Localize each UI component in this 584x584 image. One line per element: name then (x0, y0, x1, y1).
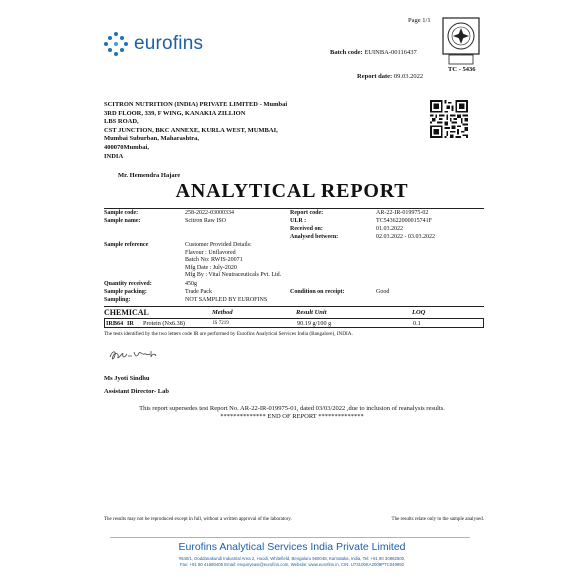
sample-reference-value (185, 242, 281, 280)
signer-designation: Assistant Director- Lab (104, 388, 169, 395)
analysed-value: 02.03.2022 - 03.03.2022 (376, 234, 435, 240)
quantity-label: Quantity received: (104, 281, 152, 287)
page-number: Page 1/1 (408, 17, 431, 24)
disclaimer-left: The results may not be reproduced except in full, without a written approval of the laboratory. (104, 517, 292, 522)
packing-value: Trade Pack (185, 289, 212, 295)
qr-code-icon (430, 100, 468, 138)
received-on-label: Received on: (290, 226, 323, 232)
footer-divider (110, 537, 470, 538)
address-line: INDIA (104, 152, 124, 160)
loq-header: LOQ (412, 309, 426, 316)
sampling-value: NOT SAMPLED BY EUROFINS (185, 297, 268, 303)
signer-block (104, 372, 169, 398)
accreditation-seal-icon (442, 17, 480, 67)
signature-image (108, 347, 160, 363)
method-header: Method (212, 309, 233, 316)
sampling-label: Sampling: (104, 297, 131, 303)
address-line: LBS ROAD, (104, 118, 139, 126)
footer-address (0, 556, 584, 568)
report-date (357, 73, 423, 80)
disclaimer-right: The results relate only to the sample analysed. (391, 517, 484, 522)
address-line: CST JUNCTION, BKC ANNEXE, KURLA WEST, MUMBAI, (104, 126, 278, 134)
report-date-label: Report date: (357, 73, 393, 80)
footer-address-line: Fax: +91 80 41680405 Email: enquiryeasi@eurofins.com, Website: www.eurofins.in, CIN: U73100KA2009PTC049992 (179, 562, 405, 567)
report-title: ANALYTICAL REPORT (175, 180, 409, 202)
reference-line: Flavour : Unflavored (185, 249, 236, 256)
reference-line: Mfg By : Vital Neutraceuticals Pvt. Ltd. (185, 272, 282, 279)
result-code: IRB64 (106, 320, 124, 327)
signer-name: Ms Jyoti Sindhu (104, 375, 150, 382)
batch-code (330, 49, 417, 56)
details-top-rule (104, 208, 484, 209)
sample-name-value: Scitron Raw ISO (185, 218, 226, 224)
reference-line: Customer Provided Details: (185, 242, 252, 248)
end-of-report: ************** END OF REPORT ************** (220, 413, 364, 420)
chemical-header: CHEMICAL (104, 308, 149, 317)
reference-line: Mfg Date : July-2020 (185, 264, 237, 271)
logo-text: eurofins (134, 33, 204, 54)
disclaimer (104, 517, 484, 522)
report-code-value: AR-22-IR-019975-02 (376, 210, 429, 216)
sample-code-value: 258-2022-03000334 (185, 210, 234, 216)
eurofins-logo (104, 32, 203, 56)
address-line: 400070Mumbai, (104, 143, 149, 151)
supersede-line: This report supersedes test Report No. AR-22-IR-019975-01, dated 03/03/2022 ,due to inclusion of reanalysis results. (139, 405, 445, 412)
result-loq: 0.1 (413, 320, 421, 327)
eurofins-dots-icon (104, 32, 128, 56)
reference-line: Batch No: RWIS-20071 (185, 257, 243, 264)
condition-value: Good (376, 289, 390, 295)
report-date-value: 09.03.2022 (393, 73, 424, 80)
footer-address-line: #540/1, Doddanakundi Industrial Area 2, Hoodi, Whitefield, Bengaluru 560048, Karnataka, India, Tel: +91 80 30982500, (178, 556, 406, 561)
client-address (104, 101, 287, 161)
tc-number: TC - 5436 (448, 66, 476, 73)
result-value: 90.19 g/100 g (297, 320, 332, 327)
address-line: 3RD FLOOR, 339, F WING, KANAKIA ZILLION (104, 109, 246, 117)
quantity-value: 450g (185, 281, 197, 287)
ulr-label: ULR : (290, 218, 307, 224)
batch-code-value: EUINBA-00116437 (364, 49, 417, 56)
sample-code-label: Sample code: (104, 210, 139, 216)
sample-reference-label: Sample reference (104, 242, 149, 248)
address-line: SCITRON NUTRITION (INDIA) PRIVATE LIMITED - Mumbai (104, 101, 288, 108)
attention-name: Mr. Hemendra Hajare (118, 172, 181, 179)
batch-code-label: Batch code: (330, 49, 363, 56)
received-on-value: 01.03.2022 (376, 226, 403, 232)
ulr-value: TC543622000015741F (376, 218, 433, 224)
result-lab: IR (127, 320, 134, 327)
report-code-label: Report code: (290, 210, 324, 216)
address-line: Mumbai Suburban, Maharashtra, (104, 135, 199, 143)
result-header: Result Unit (296, 309, 327, 316)
lab-footnote: The tests identified by the two letters code IR are performed by Eurofins Analytical Services India (Bangalore), INDIA. (104, 331, 353, 337)
packing-label: Sample packing: (104, 289, 147, 295)
result-method: IS 7219 (213, 320, 229, 326)
supersede-note (0, 405, 584, 421)
table-row (104, 318, 484, 328)
analysed-label: Analysed between: (290, 234, 339, 240)
footer-lab-name: Eurofins Analytical Services India Private Limited (178, 541, 406, 553)
condition-label: Condition on receipt: (290, 289, 345, 295)
details-bottom-rule (104, 306, 484, 307)
result-parameter: Protein (Nx6.38) (143, 320, 185, 327)
sample-code-row (104, 210, 138, 216)
sample-name-label: Sample name: (104, 218, 141, 224)
